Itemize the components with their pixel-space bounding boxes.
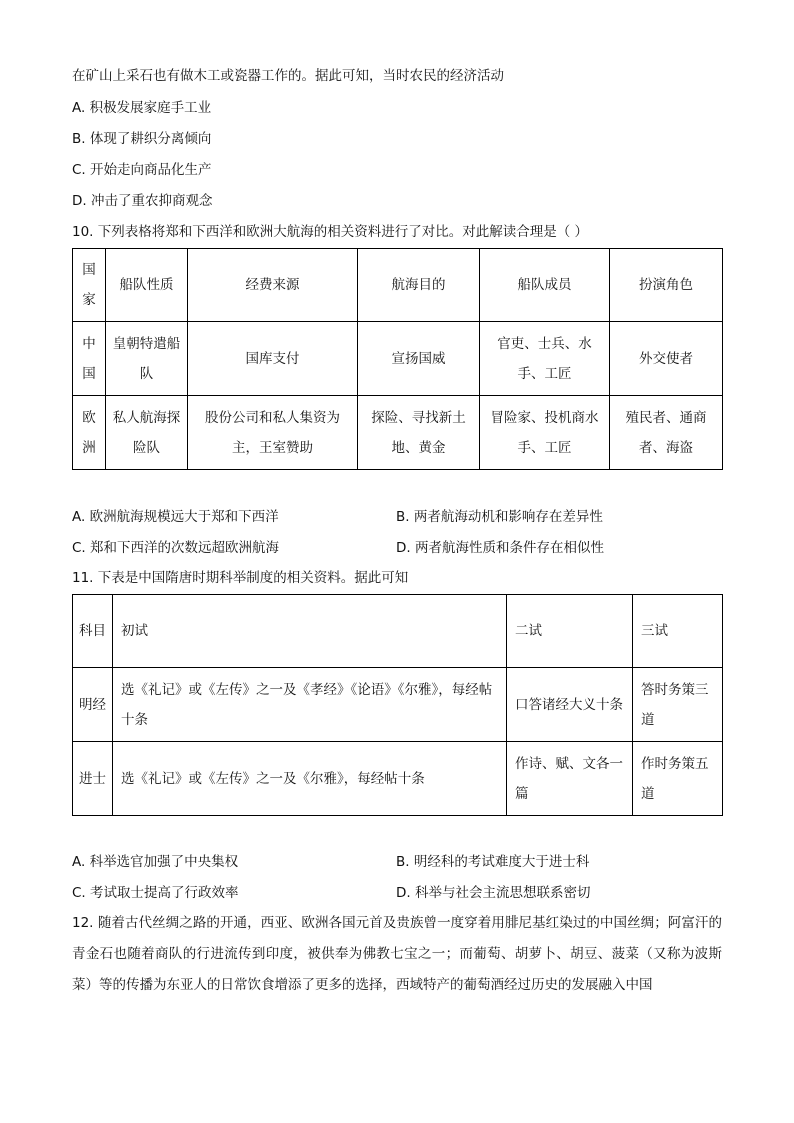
q10-option-b: B. 两者航海动机和影响存在差异性 — [396, 509, 603, 525]
q11-options-row-1 — [72, 852, 722, 872]
q10-table — [72, 248, 723, 470]
q11-option-d: D. 科举与社会主流思想联系密切 — [396, 885, 591, 901]
q10-stem: 10. 下列表格将郑和下西洋和欧洲大航海的相关资料进行了对比。对此解读合理是（ ） — [72, 224, 589, 240]
q10-cell: 冒险家、投机商水手、工匠 — [480, 396, 610, 470]
q11-cell: 明经 — [73, 668, 113, 742]
q10-header-cell: 船队性质 — [106, 249, 188, 322]
q10-header-cell: 航海目的 — [358, 249, 480, 322]
q10-header-cell: 经费来源 — [188, 249, 358, 322]
q10-cell: 殖民者、通商者、海盗 — [610, 396, 723, 470]
q11-header-cell: 二试 — [507, 595, 633, 668]
q10-header-cell: 国家 — [73, 249, 106, 322]
q10-option-a: A. 欧洲航海规模远大于郑和下西洋 — [72, 509, 279, 525]
q11-table — [72, 594, 723, 816]
q12-stem: 12. 随着古代丝绸之路的开通，西亚、欧洲各国元首及贵族曾一度穿着用腓尼基红染过的中国丝绸；阿富汗的青金石也随着商队的行进流传到印度，被供奉为佛教七宝之一；而葡萄、胡萝卜、胡豆、菠菜（又称为波斯菜）等的传播为东亚人的日常饮食增添了更多的选择，西域特产的葡萄酒经过历史的发展融入中国 — [72, 915, 722, 993]
q10-cell: 皇朝特遣船队 — [106, 322, 188, 396]
q11-cell: 作时务策五道 — [633, 742, 723, 816]
q10-header-cell: 船队成员 — [480, 249, 610, 322]
q11-header-cell: 三试 — [633, 595, 723, 668]
q11-header-cell: 科目 — [73, 595, 113, 668]
q10-cell: 外交使者 — [610, 322, 723, 396]
q10-cell: 中国 — [73, 322, 106, 396]
q10-cell: 私人航海探险队 — [106, 396, 188, 470]
q9-stem-tail: 在矿山上采石也有做木工或瓷器工作的。据此可知，当时农民的经济活动 — [72, 68, 504, 84]
q10-cell: 欧洲 — [73, 396, 106, 470]
q10-options-row-1 — [72, 507, 722, 527]
q10-options-row-2 — [72, 538, 722, 558]
q10-cell: 探险、寻找新土地、黄金 — [358, 396, 480, 470]
q11-option-b: B. 明经科的考试难度大于进士科 — [396, 854, 590, 870]
q10-row-europe — [73, 396, 723, 470]
q11-cell: 口答诸经大义十条 — [507, 668, 633, 742]
q10-header-cell: 扮演角色 — [610, 249, 723, 322]
q10-cell: 官吏、士兵、水手、工匠 — [480, 322, 610, 396]
q10-option-d: D. 两者航海性质和条件存在相似性 — [396, 540, 604, 556]
q10-option-c: C. 郑和下西洋的次数远超欧洲航海 — [72, 540, 280, 556]
q11-options-row-2 — [72, 883, 722, 903]
q9-option-a: A. 积极发展家庭手工业 — [72, 100, 212, 116]
q11-cell: 进士 — [73, 742, 113, 816]
q11-row-mingjing — [73, 668, 723, 742]
q11-header-cell: 初试 — [113, 595, 507, 668]
q11-cell: 作诗、赋、文各一篇 — [507, 742, 633, 816]
q11-option-c: C. 考试取士提高了行政效率 — [72, 885, 239, 901]
q11-cell: 答时务策三道 — [633, 668, 723, 742]
q11-stem: 11. 下表是中国隋唐时期科举制度的相关资料。据此可知 — [72, 570, 409, 586]
q10-cell: 股份公司和私人集资为主，王室赞助 — [188, 396, 358, 470]
q11-cell: 选《礼记》或《左传》之一及《尔雅》，每经帖十条 — [113, 742, 507, 816]
q9-option-d: D. 冲击了重农抑商观念 — [72, 193, 213, 209]
q9-option-c: C. 开始走向商品化生产 — [72, 162, 212, 178]
q11-option-a: A. 科举选官加强了中央集权 — [72, 854, 239, 870]
q10-header-row — [73, 249, 723, 322]
q10-row-china — [73, 322, 723, 396]
q11-cell: 选《礼记》或《左传》之一及《孝经》《论语》《尔雅》，每经帖十条 — [113, 668, 507, 742]
q9-option-b: B. 体现了耕织分离倾向 — [72, 131, 212, 147]
q11-header-row — [73, 595, 723, 668]
q10-cell: 国库支付 — [188, 322, 358, 396]
q11-row-jinshi — [73, 742, 723, 816]
q10-cell: 宣扬国威 — [358, 322, 480, 396]
